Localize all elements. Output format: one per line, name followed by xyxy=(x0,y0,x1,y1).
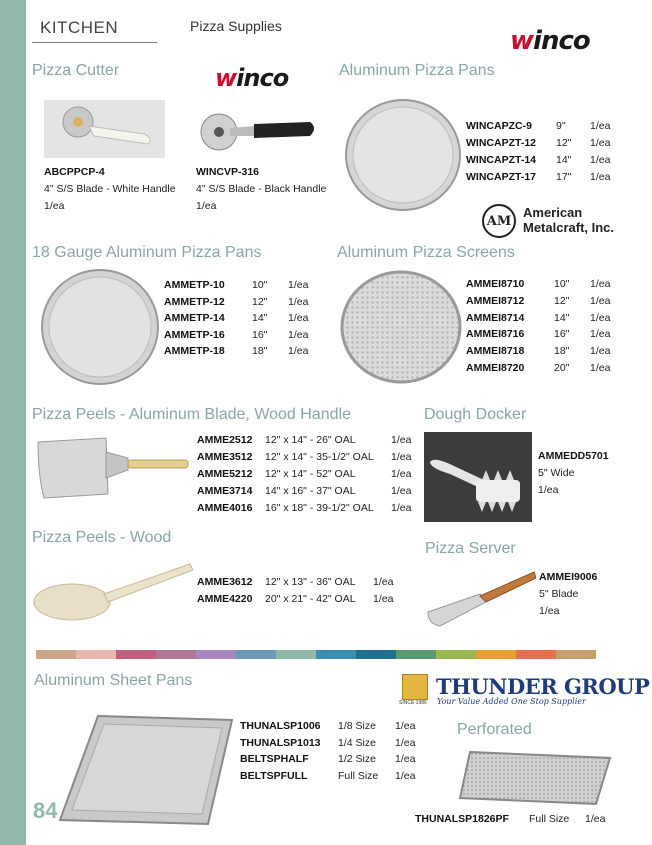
table-cell-size: 14" x 16" - 37" OAL xyxy=(265,485,356,497)
table-cell-size: 16" xyxy=(252,328,268,341)
table-cell-sku: AMMEI8712 xyxy=(466,294,525,307)
color-band-swatch xyxy=(516,650,556,659)
thunder-group-logo-mark xyxy=(402,674,428,700)
aluminum-pizza-pan-image xyxy=(344,98,462,217)
section-title-18-gauge-pans: 18 Gauge Aluminum Pizza Pans xyxy=(32,244,262,261)
table-cell-unit: 1/ea xyxy=(288,295,309,308)
aluminum-peel-image xyxy=(36,436,190,505)
table-cell-size: 10" xyxy=(252,279,268,291)
peels-wood-table xyxy=(197,576,393,610)
page-sidebar-strip xyxy=(0,0,26,845)
cutter-black-sku: WINCVP-316 xyxy=(196,166,260,178)
cutter-black-unit: 1/ea xyxy=(196,200,217,212)
table-cell-sku: AMME4220 xyxy=(197,593,253,605)
dough-docker-image xyxy=(424,432,532,522)
color-band-swatch xyxy=(436,650,476,659)
dough-docker-unit: 1/ea xyxy=(538,484,559,496)
table-cell-sku: AMME5212 xyxy=(197,468,253,480)
table-cell-size: 14" xyxy=(252,312,268,325)
gauge-pizza-pan-image xyxy=(40,268,160,391)
table-cell-unit: 1/ea xyxy=(590,328,611,341)
color-band-swatch xyxy=(76,650,116,659)
table-cell-sku: AMMEI8720 xyxy=(466,361,525,374)
table-cell-sku: WINCAPZT-14 xyxy=(466,154,537,166)
american-metalcraft-logo-mark: AM xyxy=(482,204,516,238)
table-cell-size: 16" xyxy=(554,328,570,341)
table-cell-sku: AMMETP-16 xyxy=(164,328,225,341)
table-cell-unit: 1/ea xyxy=(288,345,309,358)
table-cell-size: 17" xyxy=(556,171,572,183)
thunder-group-logo: THUNDER GROUP xyxy=(436,674,650,699)
table-cell-sku: AMMETP-10 xyxy=(164,279,225,291)
table-cell-size: 1/2 Size xyxy=(338,753,376,765)
pizza-screens-table xyxy=(466,278,610,379)
table-cell-unit: 1/ea xyxy=(590,120,611,132)
sheet-pan-image xyxy=(58,712,234,833)
table-cell-unit: 1/ea xyxy=(391,434,412,446)
peels-aluminum-table xyxy=(197,434,411,519)
color-band-swatch xyxy=(36,650,76,659)
page-number: 84 xyxy=(33,798,58,823)
table-cell-unit: 1/ea xyxy=(395,736,416,749)
table-cell-unit: 1/ea xyxy=(395,753,416,765)
gauge-pans-table xyxy=(164,279,308,362)
table-cell-size: 9" xyxy=(556,120,566,132)
table-cell-size: Full Size xyxy=(338,769,379,782)
section-title-aluminum-pizza-pans: Aluminum Pizza Pans xyxy=(339,62,495,79)
table-cell-sku: AMMETP-14 xyxy=(164,312,225,325)
table-cell-size: 20" x 21" - 42" OAL xyxy=(265,593,356,605)
table-cell-size: 1/4 Size xyxy=(338,736,376,749)
color-band-swatch xyxy=(316,650,356,659)
table-cell-size: 12" x 14" - 52" OAL xyxy=(265,468,356,480)
pizza-server-image xyxy=(426,568,536,633)
section-title-dough-docker: Dough Docker xyxy=(424,406,527,423)
wood-peel-image xyxy=(32,560,194,627)
table-cell-unit: 1/ea xyxy=(288,312,309,325)
perforated-size: Full Size xyxy=(529,813,570,825)
table-cell-unit: 1/ea xyxy=(590,137,611,149)
table-cell-size: 18" xyxy=(252,345,268,358)
table-cell-size: 10" xyxy=(554,278,570,290)
section-title-pizza-cutter: Pizza Cutter xyxy=(32,62,120,79)
table-cell-size: 12" x 14" - 35-1/2" OAL xyxy=(265,451,374,463)
table-cell-sku: WINCAPZT-12 xyxy=(466,137,537,149)
american-metalcraft-logo-line2: Metalcraft, Inc. xyxy=(523,220,615,235)
table-cell-unit: 1/ea xyxy=(590,294,611,307)
header-rule xyxy=(32,42,157,43)
table-cell-sku: AMMEI8718 xyxy=(466,345,525,358)
color-band-swatch xyxy=(196,650,236,659)
table-cell-sku: AMME2512 xyxy=(197,434,253,446)
dough-docker-desc: 5" Wide xyxy=(538,467,575,479)
table-cell-size: 14" xyxy=(556,154,572,166)
sheet-pans-table xyxy=(240,720,415,786)
table-cell-size: 12" x 14" - 26" OAL xyxy=(265,434,356,446)
table-cell-sku: THUNALSP1013 xyxy=(240,736,321,749)
table-cell-sku: AMME3714 xyxy=(197,485,253,497)
pizza-server-unit: 1/ea xyxy=(539,605,560,617)
category-title: KITCHEN xyxy=(40,18,119,37)
table-cell-unit: 1/ea xyxy=(373,593,394,605)
cutter-white-sku: ABCPPCP-4 xyxy=(44,166,105,178)
table-cell-unit: 1/ea xyxy=(590,278,611,290)
thunder-group-tagline: Your Value Added One Stop Supplier xyxy=(437,697,586,706)
color-band-swatch xyxy=(356,650,396,659)
section-title-perforated: Perforated xyxy=(457,721,532,738)
pizza-server-sku: AMMEI9006 xyxy=(539,571,598,583)
table-cell-unit: 1/ea xyxy=(391,485,412,497)
table-cell-unit: 1/ea xyxy=(590,311,611,324)
cutter-white-desc: 4" S/S Blade - White Handle xyxy=(44,183,176,195)
section-title-pizza-server: Pizza Server xyxy=(425,540,516,557)
table-cell-size: 12" xyxy=(554,294,570,307)
color-band-swatch xyxy=(116,650,156,659)
perforated-unit: 1/ea xyxy=(585,813,606,825)
table-cell-sku: AMMETP-18 xyxy=(164,345,225,358)
table-cell-sku: BELTSPFULL xyxy=(240,769,308,782)
table-cell-sku: AMME4016 xyxy=(197,502,253,514)
table-cell-size: 16" x 18" - 39-1/2" OAL xyxy=(265,502,374,514)
section-title-pizza-screens: Aluminum Pizza Screens xyxy=(337,244,515,261)
table-cell-sku: WINCAPZC-9 xyxy=(466,120,532,132)
color-band-swatch xyxy=(476,650,516,659)
table-cell-unit: 1/ea xyxy=(288,279,309,291)
subcategory-title: Pizza Supplies xyxy=(190,18,282,34)
thunder-group-since: SINCE 1986 xyxy=(399,700,427,706)
table-cell-sku: AMME3512 xyxy=(197,451,253,463)
color-band-swatch xyxy=(396,650,436,659)
table-cell-size: 18" xyxy=(554,345,570,358)
winco-logo-header: winco xyxy=(510,26,590,56)
table-cell-sku: WINCAPZT-17 xyxy=(466,171,537,183)
table-cell-unit: 1/ea xyxy=(391,451,412,463)
pizza-cutter-white-image xyxy=(44,100,165,158)
color-band-swatch xyxy=(156,650,196,659)
aluminum-pizza-pans-table xyxy=(466,120,610,188)
pizza-screen-image xyxy=(340,270,462,389)
table-cell-sku: BELTSPHALF xyxy=(240,753,309,765)
table-cell-unit: 1/ea xyxy=(391,502,412,514)
table-cell-unit: 1/ea xyxy=(590,154,611,166)
perforated-sku: THUNALSP1826PF xyxy=(415,813,509,825)
table-cell-unit: 1/ea xyxy=(590,361,611,374)
table-cell-sku: AMMEI8716 xyxy=(466,328,525,341)
cutter-white-unit: 1/ea xyxy=(44,200,65,212)
table-cell-sku: AMMETP-12 xyxy=(164,295,225,308)
color-band-swatch xyxy=(556,650,596,659)
table-cell-size: 12" x 13" - 36" OAL xyxy=(265,576,356,588)
american-metalcraft-logo-line1: American xyxy=(523,205,583,220)
table-cell-unit: 1/ea xyxy=(590,345,611,358)
section-title-peels-wood: Pizza Peels - Wood xyxy=(32,529,172,546)
table-cell-size: 1/8 Size xyxy=(338,720,376,732)
section-title-peels-aluminum: Pizza Peels - Aluminum Blade, Wood Handle xyxy=(32,406,351,423)
table-cell-unit: 1/ea xyxy=(590,171,611,183)
table-cell-unit: 1/ea xyxy=(395,720,416,732)
section-title-sheet-pans: Aluminum Sheet Pans xyxy=(34,672,193,689)
color-band-swatch xyxy=(276,650,316,659)
winco-logo-cutter: winco xyxy=(215,64,289,92)
table-cell-unit: 1/ea xyxy=(373,576,394,588)
table-cell-size: 14" xyxy=(554,311,570,324)
table-cell-sku: AMME3612 xyxy=(197,576,253,588)
perforated-sheet-pan-image xyxy=(458,748,612,811)
table-cell-unit: 1/ea xyxy=(395,769,416,782)
table-cell-sku: AMMEI8714 xyxy=(466,311,525,324)
color-band xyxy=(36,650,596,659)
cutter-black-desc: 4" S/S Blade - Black Handle xyxy=(196,183,327,195)
pizza-cutter-black-image xyxy=(196,108,320,158)
pizza-server-desc: 5" Blade xyxy=(539,588,579,600)
table-cell-unit: 1/ea xyxy=(288,328,309,341)
table-cell-size: 20" xyxy=(554,361,570,374)
table-cell-size: 12" xyxy=(252,295,268,308)
table-cell-size: 12" xyxy=(556,137,572,149)
table-cell-sku: AMMEI8710 xyxy=(466,278,525,290)
dough-docker-sku: AMMEDD5701 xyxy=(538,450,609,462)
table-cell-unit: 1/ea xyxy=(391,468,412,480)
color-band-swatch xyxy=(236,650,276,659)
table-cell-sku: THUNALSP1006 xyxy=(240,720,321,732)
